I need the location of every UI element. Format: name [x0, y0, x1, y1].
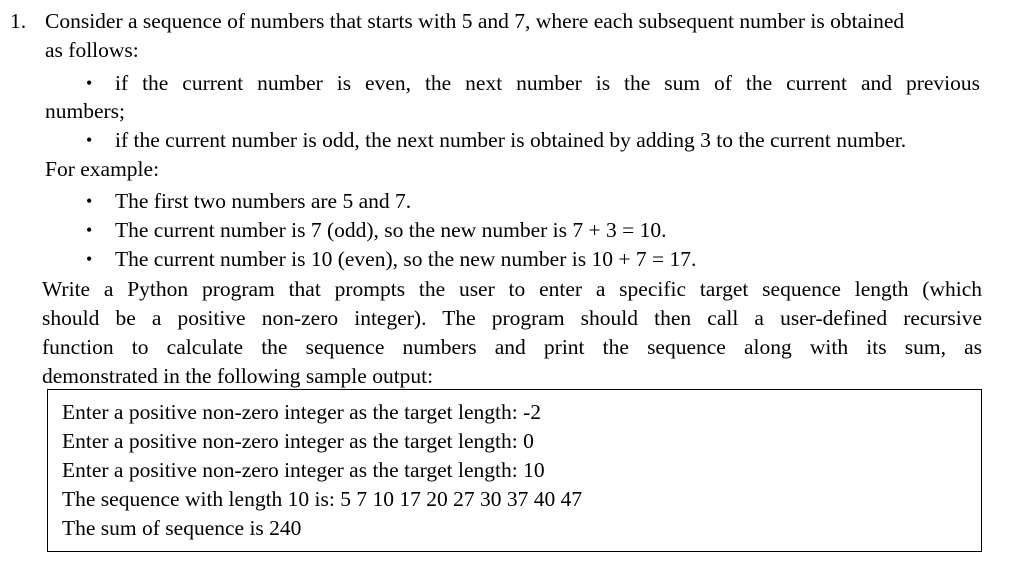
- intro-line-2: as follows:: [45, 38, 139, 62]
- example-bullet-1: •: [86, 191, 93, 211]
- rule-bullet-1: •: [86, 73, 93, 93]
- task-line-4: demonstrated in the following sample output:: [42, 364, 434, 388]
- task-line-2: should be a positive non-zero integer). The program should then call a user-defined recursive: [42, 306, 982, 330]
- rule-1-line-1: if the current number is even, the next number is the sum of the current and previous: [115, 71, 980, 95]
- example-bullet-2: •: [86, 220, 93, 240]
- sample-output-line-1: Enter a positive non-zero integer as the target length: -2: [62, 400, 542, 424]
- example-1: The first two numbers are 5 and 7.: [115, 189, 412, 213]
- sample-output-box: [47, 389, 982, 552]
- intro-line-1: Consider a sequence of numbers that starts with 5 and 7, where each subsequent number is obtained: [45, 9, 905, 33]
- question-number: 1.: [10, 9, 27, 33]
- sample-output-line-3: Enter a positive non-zero integer as the target length: 10: [62, 458, 545, 482]
- sample-output-line-2: Enter a positive non-zero integer as the target length: 0: [62, 429, 534, 453]
- rule-1-line-2: numbers;: [45, 99, 126, 123]
- task-line-1: Write a Python program that prompts the user to enter a specific target sequence length (which: [42, 277, 982, 301]
- sample-output-line-4: The sequence with length 10 is: 5 7 10 17 20 27 30 37 40 47: [62, 487, 583, 511]
- sample-output-line-5: The sum of sequence is 240: [62, 516, 302, 540]
- task-line-3: function to calculate the sequence numbers and print the sequence along with its sum, as: [42, 335, 982, 359]
- example-3: The current number is 10 (even), so the new number is 10 + 7 = 17.: [115, 247, 697, 271]
- example-bullet-3: •: [86, 249, 93, 269]
- rule-bullet-2: •: [86, 130, 93, 150]
- rule-2-line-1: if the current number is odd, the next number is obtained by adding 3 to the current number.: [115, 128, 907, 152]
- example-heading: For example:: [45, 157, 160, 181]
- example-2: The current number is 7 (odd), so the new number is 7 + 3 = 10.: [115, 218, 667, 242]
